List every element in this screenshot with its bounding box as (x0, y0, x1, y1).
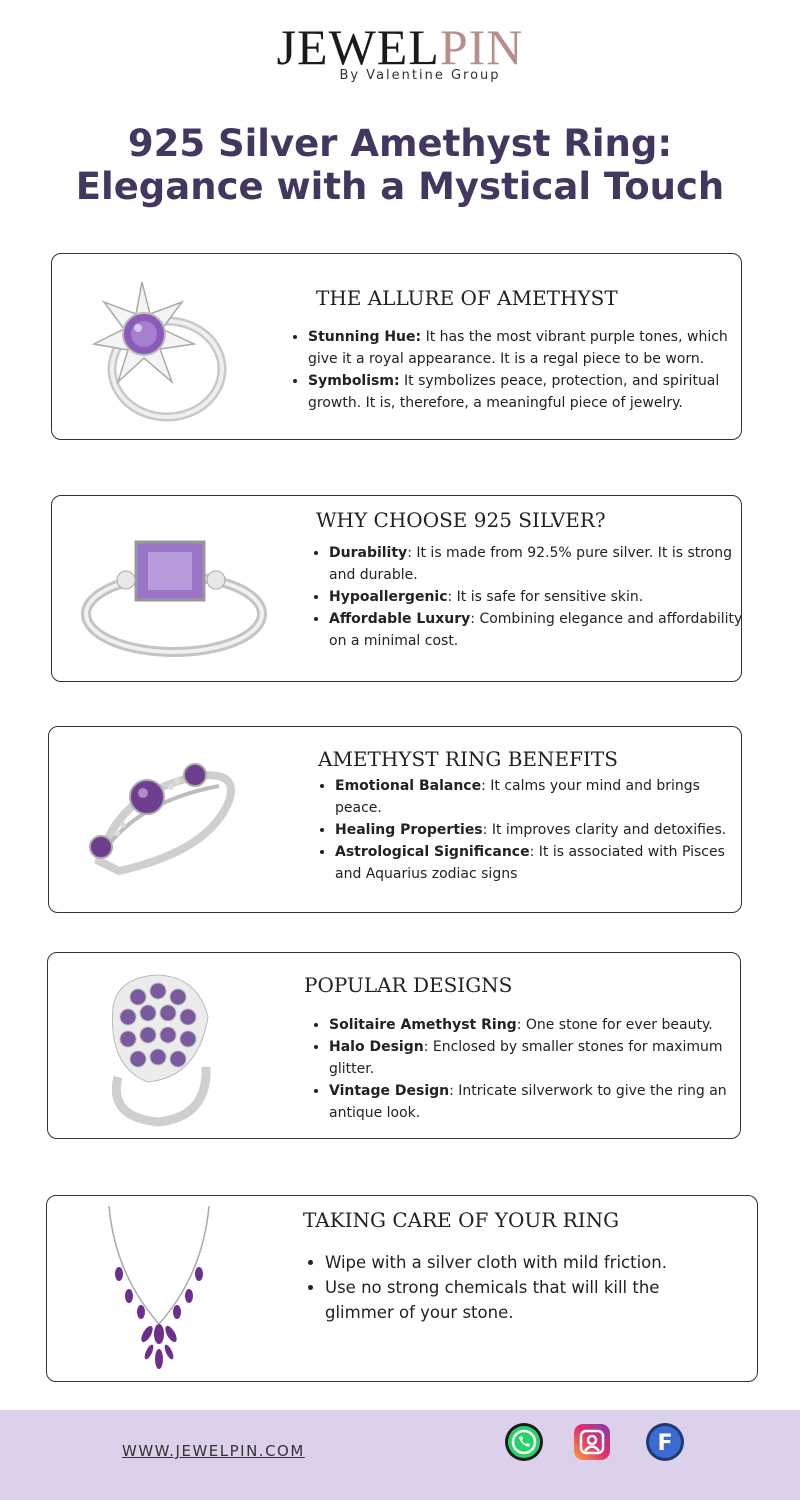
list-item: • Hypoallergenic: It is safe for sensitive skin. (329, 586, 754, 608)
section-taking-care (46, 1195, 758, 1382)
section-why-choose-925-silver (51, 495, 742, 682)
section-amethyst-ring-benefits (48, 726, 742, 913)
three-stone-ring-image (79, 741, 249, 891)
instagram-icon[interactable] (572, 1422, 612, 1462)
website-link[interactable]: WWW.JEWELPIN.COM (122, 1442, 305, 1460)
section-allure-of-amethyst (51, 253, 742, 440)
list-item: • Durability: It is made from 92.5% pure silver. It is strong and durable. (329, 542, 754, 586)
bullet-list (305, 1250, 725, 1325)
bullet-list (309, 542, 754, 652)
page-title: 925 Silver Amethyst Ring: Elegance with a Mystical Touch (75, 122, 725, 208)
svg-text:F: F (657, 1431, 673, 1456)
list-item: • Symbolism: It symbolizes peace, protection, and spiritual growth. It is, therefore, a meaningful piece of jewelry. (308, 370, 748, 414)
necklace-image (99, 1204, 224, 1379)
facebook-icon[interactable] (645, 1422, 685, 1462)
brand-logo (0, 19, 800, 83)
footer (0, 1410, 800, 1500)
section-heading: AMETHYST RING BENEFITS (318, 747, 618, 771)
section-heading: WHY CHOOSE 925 SILVER? (316, 508, 606, 532)
bullet-list (315, 775, 735, 885)
list-item: • Emotional Balance: It calms your mind and brings peace. (335, 775, 735, 819)
square-ring-image (74, 514, 274, 664)
list-item: • Astrological Significance: It is associated with Pisces and Aquarius zodiac signs (335, 841, 735, 885)
whatsapp-icon[interactable] (504, 1422, 544, 1462)
list-item: • Halo Design: Enclosed by smaller stones for maximum glitter. (329, 1036, 747, 1080)
list-item: • Healing Properties: It improves clarity and detoxifies. (335, 819, 735, 841)
list-item: • Affordable Luxury: Combining elegance and affordability on a minimal cost. (329, 608, 754, 652)
section-popular-designs (47, 952, 741, 1139)
cluster-ring-image (88, 967, 228, 1132)
list-item: • Wipe with a silver cloth with mild friction. (325, 1250, 725, 1275)
star-ring-image (82, 274, 232, 424)
list-item: • Solitaire Amethyst Ring: One stone for ever beauty. (329, 1014, 747, 1036)
brand-tagline: By Valentine Group (339, 68, 501, 83)
section-heading: TAKING CARE OF YOUR RING (303, 1208, 620, 1232)
list-item: • Vintage Design: Intricate silverwork to give the ring an antique look. (329, 1080, 747, 1124)
bullet-list (288, 326, 748, 414)
list-item: • Use no strong chemicals that will kill the glimmer of your stone. (325, 1275, 725, 1325)
section-heading: POPULAR DESIGNS (304, 973, 513, 997)
brand-name: JEWELPIN (276, 19, 524, 75)
bullet-list (309, 1014, 747, 1124)
list-item: • Stunning Hue: It has the most vibrant purple tones, which give it a royal appearance. It is a regal piece to be worn. (308, 326, 748, 370)
section-heading: THE ALLURE OF AMETHYST (316, 286, 618, 310)
